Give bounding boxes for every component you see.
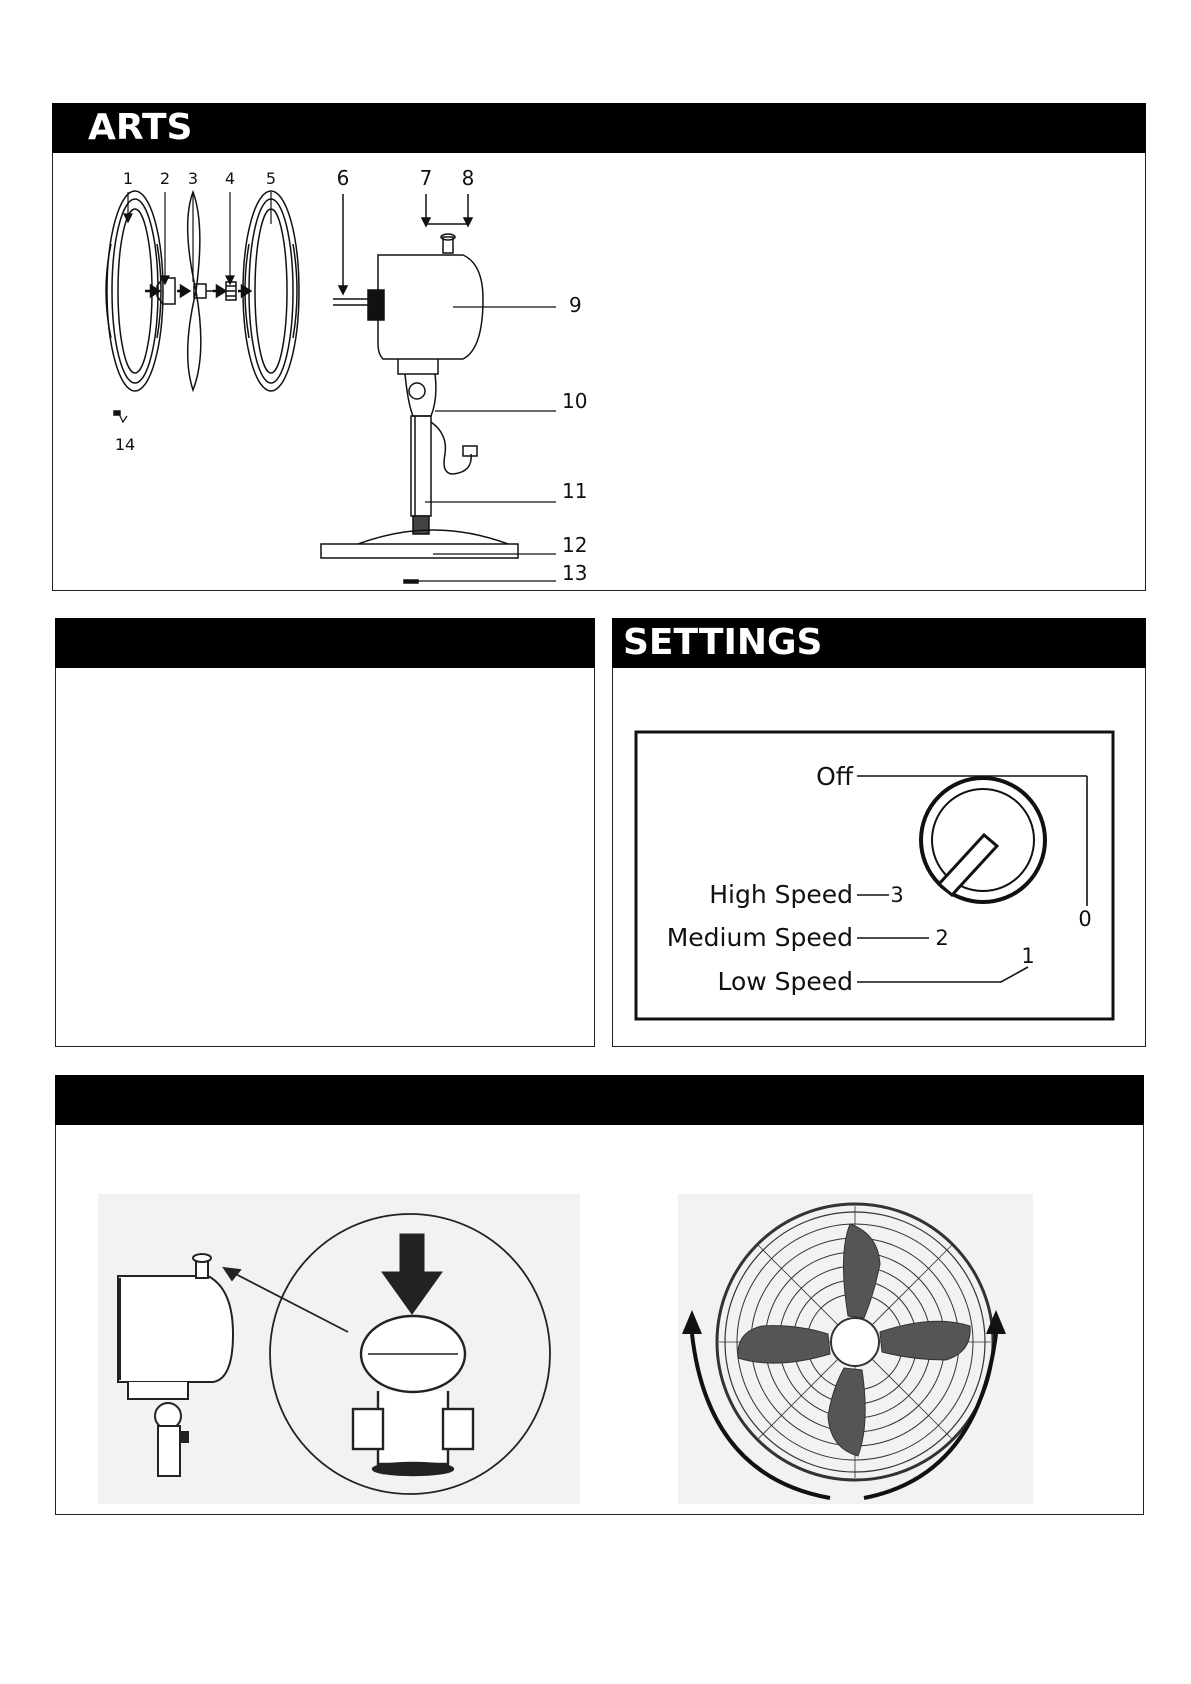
callout-3: 3	[187, 169, 199, 188]
callout-4: 4	[224, 169, 236, 188]
speed-dial-knob	[921, 778, 1045, 902]
fan-blade-drawing	[188, 192, 216, 390]
callout-9: 9	[569, 293, 582, 317]
callout-6: 6	[336, 166, 350, 190]
callout-14: 14	[114, 435, 136, 454]
off-label: Off	[816, 762, 853, 791]
medium-speed-value: 2	[935, 926, 949, 950]
settings-title: SETTINGS	[623, 622, 823, 663]
parts-diagram	[53, 154, 1143, 588]
medium-speed-label: Medium Speed	[666, 923, 853, 952]
parts-title: ARTS	[88, 107, 193, 148]
high-speed-value: 3	[890, 883, 904, 907]
bottom-panel-title-bar	[55, 1075, 1144, 1125]
left-panel-title-bar	[55, 618, 595, 668]
parts-section	[52, 103, 1146, 591]
parts-title-bar	[52, 103, 1146, 153]
callout-11: 11	[562, 479, 588, 503]
speed-dial-diagram	[613, 669, 1143, 1044]
settings-title-bar	[612, 618, 1146, 668]
callout-7: 7	[419, 166, 433, 190]
settings-section	[612, 618, 1146, 1047]
callout-5: 5	[265, 169, 277, 188]
low-speed-value: 1	[1021, 944, 1035, 968]
off-value: 0	[1078, 907, 1092, 931]
callout-1: 1	[122, 169, 134, 188]
high-speed-label: High Speed	[709, 880, 853, 909]
callout-12: 12	[562, 533, 588, 557]
callout-13: 13	[562, 561, 588, 585]
callout-10: 10	[562, 389, 588, 413]
oscillation-knob-illustration	[98, 1194, 580, 1504]
callout-2: 2	[159, 169, 171, 188]
oscillation-fan-illustration	[678, 1194, 1033, 1504]
left-panel	[55, 618, 595, 1047]
motor-stand-drawing	[321, 194, 556, 583]
bottom-panel	[55, 1075, 1144, 1515]
low-speed-label: Low Speed	[717, 967, 853, 996]
callout-8: 8	[461, 166, 475, 190]
